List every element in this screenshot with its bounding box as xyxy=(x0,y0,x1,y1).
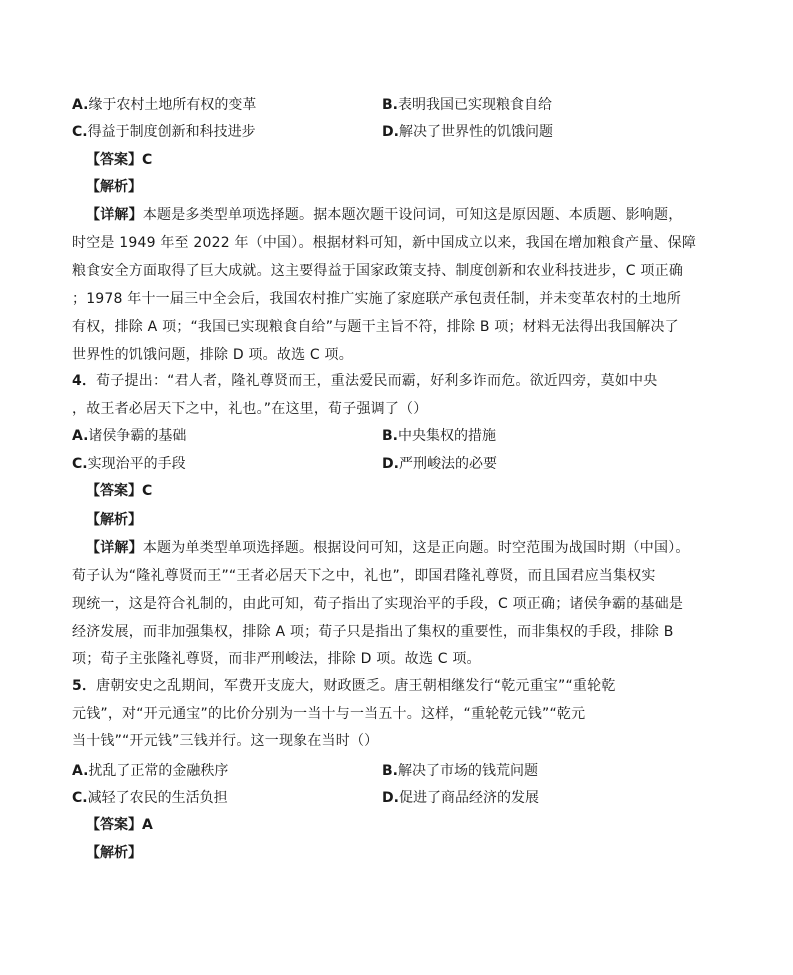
q4-detail-line-4: 经济发展，而非加强集权，排除 A 项；荀子只是指出了集权的重要性，而非集权的手段，排除 B xyxy=(72,624,674,640)
q5-option-c: C.减轻了农民的生活负担 xyxy=(72,790,228,806)
q3-detail-line-4: ；1978 年十一届三中全会后，我国农村推广实施了家庭联产承包责任制，并未变革农村的土地所 xyxy=(72,291,682,307)
q4-option-a: A.诸侯争霸的基础 xyxy=(72,428,187,444)
q4-detail-line-2: 荀子认为“隆礼尊贤而王”“王者必居天下之中，礼也”，即国君隆礼尊贤，而且国君应当集权实 xyxy=(72,568,656,584)
q5-option-a: A.扰乱了正常的金融秩序 xyxy=(72,763,229,779)
q4-stem-line-2: ，故王者必居天下之中，礼也。”在这里，荀子强调了（） xyxy=(72,401,428,417)
q3-analysis-label: 【解析】 xyxy=(86,179,142,195)
q3-detail-line-1: 【详解】本题是多类型单项选择题。据本题次题干设问词，可知这是原因题、本质题、影响题， xyxy=(86,207,683,223)
q4-analysis-label: 【解析】 xyxy=(86,512,142,528)
q5-stem-line-3: 当十钱”“开元钱”三钱并行。这一现象在当时（） xyxy=(72,733,379,749)
q5-option-b: B.解决了市场的钱荒问题 xyxy=(382,763,538,779)
q5-stem-line-1: 5．唐朝安史之乱期间，军费开支庞大，财政匮乏。唐王朝相继发行“乾元重宝”“重轮乾 xyxy=(72,678,616,694)
q3-answer: 【答案】C xyxy=(86,152,153,168)
q3-option-b: B.表明我国已实现粮食自给 xyxy=(382,97,552,113)
q4-option-c: C.实现治平的手段 xyxy=(72,456,186,472)
q3-option-c: C.得益于制度创新和科技进步 xyxy=(72,124,256,140)
q3-detail-line-6: 世界性的饥饿问题，排除 D 项。故选 C 项。 xyxy=(72,347,353,363)
q5-answer: 【答案】A xyxy=(86,817,153,833)
q4-detail-line-1: 【详解】本题为单类型单项选择题。根据设问可知，这是正向题。时空范围为战国时期（中国）。 xyxy=(86,540,690,556)
q4-answer: 【答案】C xyxy=(86,483,153,499)
q3-detail-line-3: 粮食安全方面取得了巨大成就。这主要得益于国家政策支持、制度创新和农业科技进步，C 项正确 xyxy=(72,263,684,279)
q4-option-b: B.中央集权的措施 xyxy=(382,428,496,444)
q3-option-d: D.解决了世界性的饥饿问题 xyxy=(382,124,553,140)
q3-detail-line-5: 有权，排除 A 项；“我国已实现粮食自给”与题干主旨不符，排除 B 项；材料无法得出我国解决了 xyxy=(72,319,679,335)
q3-option-a: A.缘于农村土地所有权的变革 xyxy=(72,97,257,113)
q5-option-d: D.促进了商品经济的发展 xyxy=(382,790,539,806)
q4-stem-line-1: 4．荀子提出：“君人者，隆礼尊贤而王，重法爱民而霸，好利多诈而危。欲近四旁，莫如中央 xyxy=(72,373,658,389)
q4-option-d: D.严刑峻法的必要 xyxy=(382,456,497,472)
q5-analysis-label: 【解析】 xyxy=(86,845,142,861)
q4-detail-line-5: 项；荀子主张隆礼尊贤，而非严刑峻法，排除 D 项。故选 C 项。 xyxy=(72,651,481,667)
q5-stem-line-2: 元钱”，对“开元通宝”的比价分别为一当十与一当五十。这样，“重轮乾元钱”“乾元 xyxy=(72,706,586,722)
q4-detail-line-3: 现统一，这是符合礼制的，由此可知，荀子指出了实现治平的手段，C 项正确；诸侯争霸的基础是 xyxy=(72,596,684,612)
q3-detail-line-2: 时空是 1949 年至 2022 年（中国）。根据材料可知，新中国成立以来，我国在增加粮食产量、保障 xyxy=(72,235,697,251)
